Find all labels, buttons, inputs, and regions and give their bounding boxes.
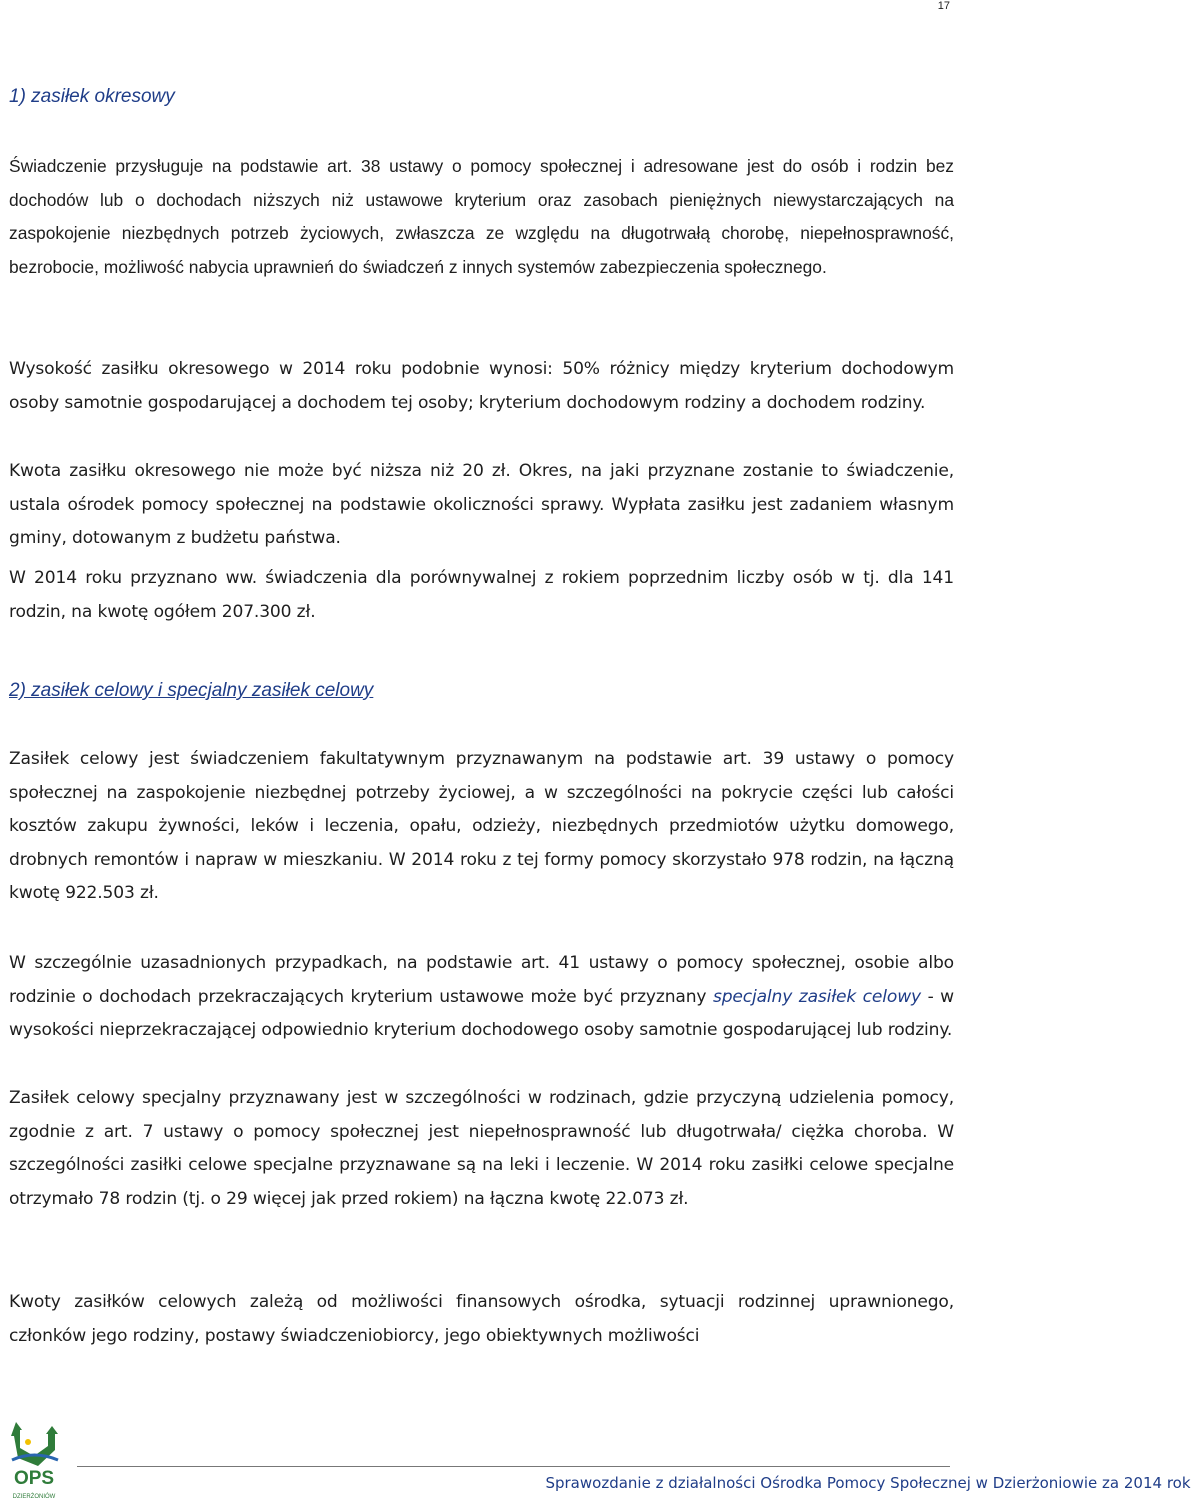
footer-text: Sprawozdanie z działalności Ośrodka Pomocy Społecznej w Dzierżoniowie za 2014 rok [545,1474,1191,1492]
svg-text:DZIERŻONIÓW: DZIERŻONIÓW [12,1494,56,1500]
paragraph-zasilek-okresowy-intro: Świadczenie przysługuje na podstawie art. 38 ustawy o pomocy społecznej i adresowane jest do osób i rodzin bez dochodów lub o dochodach niższych niż ustawowe kryterium oraz zasobach pieniężnych niewystarczających na zaspokojenie niezbędnych potrzeb życiowych, zwłaszcza ze względu na długotrwałą chorobę, niepełnosprawność, bezrobocie, możliwość nabycia uprawnień do świadczeń z innych systemów zabezpieczenia społecznego. [9,156,954,277]
section-heading-zasilek-celowy: 2) zasiłek celowy i specjalny zasiłek celowy [9,680,374,701]
page-number: 17 [937,0,950,12]
svg-text:OPS: OPS [13,1468,55,1489]
paragraph-zasilek-celowy-specjalny-rodziny: Zasiłek celowy specjalny przyznawany jest w szczególności w rodzinach, gdzie przyczyną udzielenia pomocy, zgodnie z art. 7 ustawy o pomocy społecznej jest niepełnosprawność lub długotrwała/ ciężka choroba. W szczególności zasiłki celowe specjalne przyznawane są na leki i leczenie. W 2014 roku zasiłki celowe specjalne otrzymało 78 rodzin (tj. o 29 więcej jak przed rokiem) na łączna kwotę 22.073 zł. [9,1088,954,1209]
paragraph-zasilek-okresowy-2014: W 2014 roku przyznano ww. świadczenia dla porównywalnej z rokiem poprzednim liczby osób w tj. dla 141 rodzin, na kwotę ogółem 207.300 zł. [9,568,954,622]
paragraph-zasilek-okresowy-wysokosc: Wysokość zasiłku okresowego w 2014 roku podobnie wynosi: 50% różnicy między kryterium dochodowym osoby samotnie gospodarującej a dochodem tej osoby; kryterium dochodowym rodziny a dochodem rodziny. [9,359,954,413]
paragraph-zasilek-okresowy-kwota: Kwota zasiłku okresowego nie może być niższa niż 20 zł. Okres, na jaki przyznane zostanie to świadczenie, ustala ośrodek pomocy społecznej na podstawie okoliczności sprawy. Wypłata zasiłku jest zadaniem własnym gminy, dotowanym z budżetu państwa. [9,461,954,548]
paragraph-text-end: - w wysokości nieprzekraczającej odpowiednio kryterium dochodowego osoby samotnie gospodarującej lub rodziny. [9,986,954,1040]
ops-logo [8,1420,60,1503]
footer-divider [77,1466,950,1467]
paragraph-text-start: W szczególnie uzasadnionych przypadkach, na podstawie art. 41 ustawy o pomocy społecznej, osobie albo rodzinie o dochodach przekraczających kryterium ustawowe może być przyznany [9,953,954,1007]
paragraph-kwoty-zasilkow: Kwoty zasiłków celowych zależą od możliwości finansowych ośrodka, sytuacji rodzinnej uprawnionego, członków jego rodziny, postawy świadczeniobiorcy, jego obiektywnych możliwości [9,1292,954,1346]
paragraph-zasilek-celowy-intro: Zasiłek celowy jest świadczeniem fakultatywnym przyznawanym na podstawie art. 39 ustawy o pomocy społecznej na zaspokojenie niezbędnej potrzeby życiowej, a w szczególności na pokrycie części lub całości kosztów zakupu żywności, leków i leczenia, opału, odzieży, niezbędnych przedmiotów użytku domowego, drobnych remontów i napraw w mieszkaniu. W 2014 roku z tej formy pomocy skorzystało 978 rodzin, na łączną kwotę 922.503 zł. [9,749,954,903]
highlighted-term: specjalny zasiłek celowy [712,986,922,1007]
paragraph-specjalny-zasilek-celowy [9,947,954,1048]
section-heading-zasilek-okresowy: 1) zasiłek okresowy [9,86,175,107]
